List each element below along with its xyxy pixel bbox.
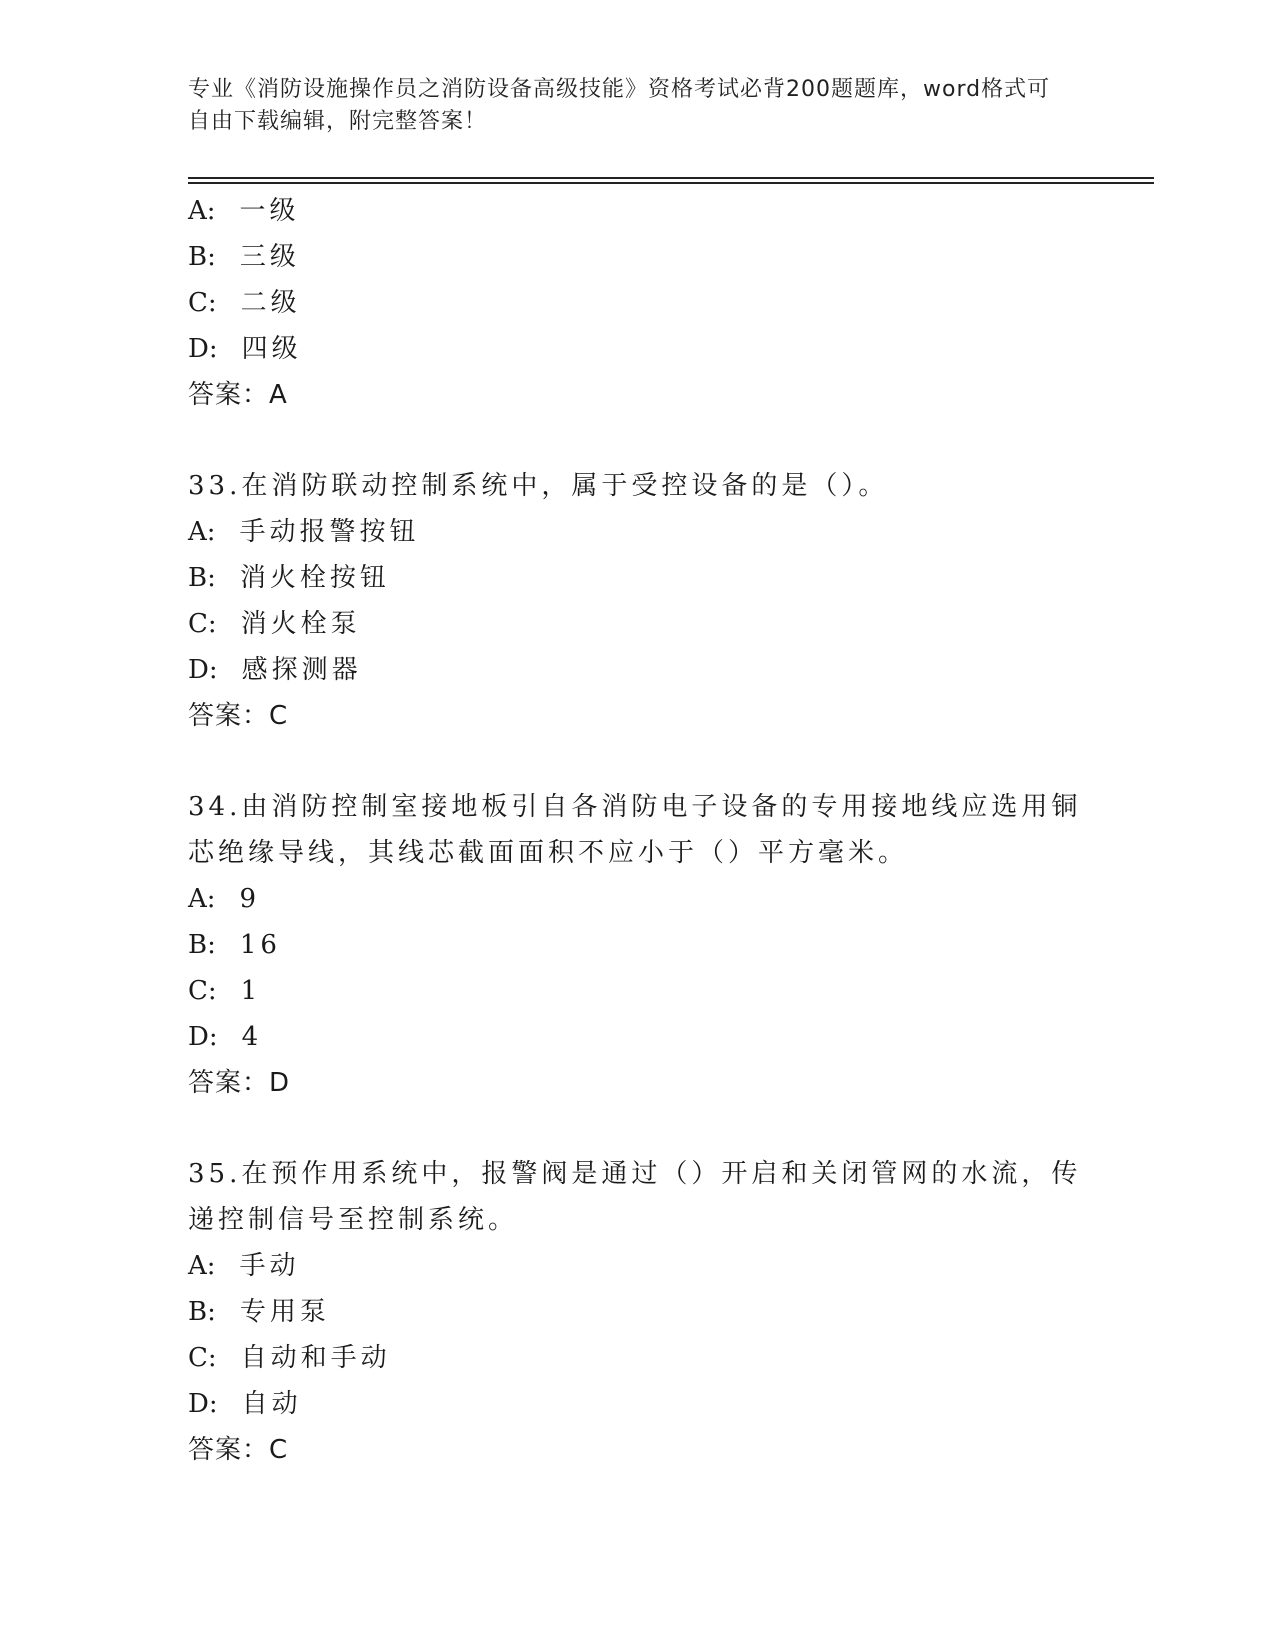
option-key: C: — [188, 609, 217, 639]
header-rule-top — [188, 177, 1154, 179]
option-key: D: — [188, 655, 218, 685]
option-text: 四级 — [241, 334, 302, 364]
answer-line: 答案：C — [188, 1435, 289, 1465]
header-rule-bottom — [188, 182, 1154, 184]
option-text: 手动 — [239, 1251, 300, 1281]
option-text: 手动报警按钮 — [239, 517, 420, 547]
option-text: 4 — [241, 1022, 263, 1052]
document-header: 专业《消防设施操作员之消防设备高级技能》资格考试必背200题题库，word格式可自由下载编辑，附完整答案！ — [188, 77, 1051, 134]
option-text: 自动和手动 — [240, 1343, 391, 1373]
option-key: D: — [188, 334, 218, 364]
option-text: 三级 — [239, 242, 300, 272]
option-text: 自动 — [241, 1389, 302, 1419]
option-key: B: — [188, 242, 216, 272]
answer-line: 答案：D — [188, 1068, 291, 1098]
option-text: 消火栓泵 — [240, 609, 361, 639]
answer-line: 答案：A — [188, 380, 288, 410]
option-text: 专用泵 — [239, 1297, 330, 1327]
answer-line: 答案：C — [188, 701, 289, 731]
option-text: 一级 — [239, 196, 300, 226]
option-b — [188, 234, 1088, 280]
option-key: B: — [188, 930, 216, 960]
option-key: B: — [188, 1297, 216, 1327]
option-b — [188, 922, 1088, 968]
option-a — [188, 876, 1088, 922]
option-d — [188, 1381, 1088, 1427]
option-c — [188, 968, 1088, 1014]
option-c — [188, 1335, 1088, 1381]
option-key: A: — [188, 884, 216, 914]
question-block-33 — [188, 463, 1088, 739]
option-text: 9 — [239, 884, 261, 914]
option-d — [188, 1014, 1088, 1060]
question-block-34 — [188, 784, 1088, 1106]
option-text: 消火栓按钮 — [239, 563, 390, 593]
option-key: C: — [188, 1343, 217, 1373]
option-b — [188, 555, 1088, 601]
option-key: B: — [188, 563, 216, 593]
option-text: 二级 — [240, 288, 301, 318]
option-c — [188, 280, 1088, 326]
question-text: 35.在预作用系统中，报警阀是通过（）开启和关闭管网的水流，传递控制信号至控制系统。 — [188, 1159, 1082, 1235]
option-b — [188, 1289, 1088, 1335]
option-d — [188, 326, 1088, 372]
question-block-continued — [188, 188, 1088, 418]
option-key: D: — [188, 1022, 218, 1052]
option-key: A: — [188, 517, 216, 547]
question-text: 33.在消防联动控制系统中，属于受控设备的是（）。 — [188, 471, 889, 501]
option-text: 16 — [239, 930, 281, 960]
question-list — [188, 188, 1088, 1473]
question-block-35 — [188, 1151, 1088, 1473]
option-d — [188, 647, 1088, 693]
option-key: D: — [188, 1389, 218, 1419]
option-c — [188, 601, 1088, 647]
option-key: A: — [188, 196, 216, 226]
option-key: C: — [188, 976, 217, 1006]
question-text: 34.由消防控制室接地板引自各消防电子设备的专用接地线应选用铜芯绝缘导线，其线芯截面面积不应小于（）平方毫米。 — [188, 792, 1082, 868]
option-text: 1 — [240, 976, 262, 1006]
option-key: A: — [188, 1251, 216, 1281]
option-a — [188, 1243, 1088, 1289]
option-a — [188, 188, 1088, 234]
option-a — [188, 509, 1088, 555]
option-text: 感探测器 — [241, 655, 362, 685]
option-key: C: — [188, 288, 217, 318]
